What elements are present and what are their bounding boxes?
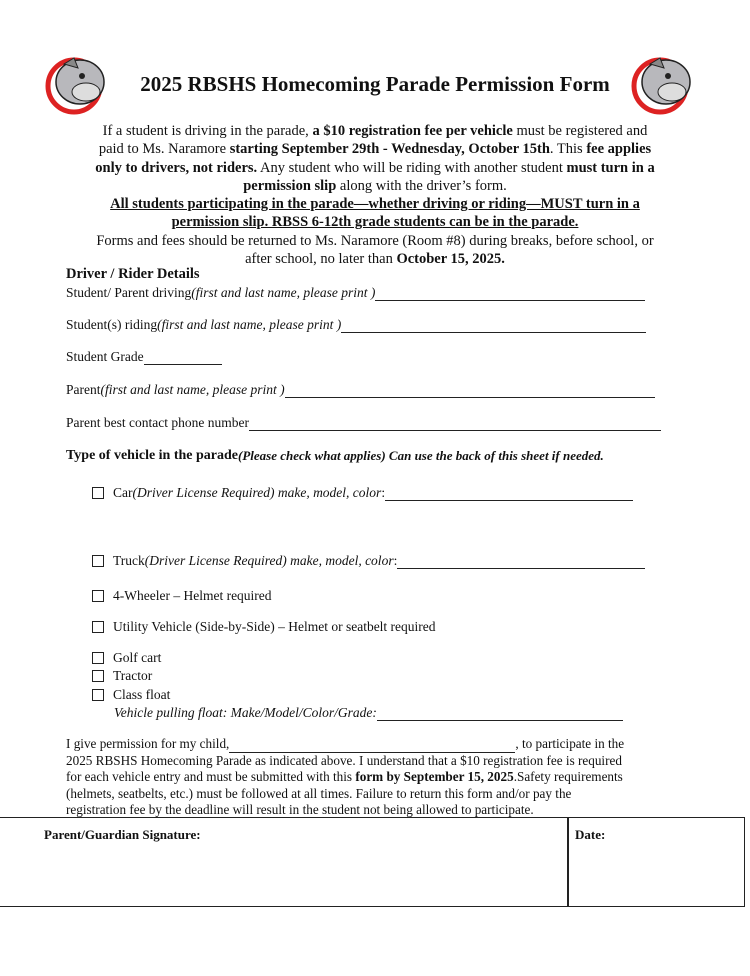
class-float-option[interactable]: Class float: [92, 687, 170, 703]
parent-name-field[interactable]: Parent (first and last name, please print ): [66, 382, 655, 398]
golf-cart-option[interactable]: Golf cart: [92, 650, 161, 666]
signature-field[interactable]: [2, 845, 565, 903]
signature-label: Parent/Guardian Signature:: [44, 827, 201, 842]
vehicle-heading: Type of vehicle in the parade (Please check what applies) Can use the back of this sheet if needed.: [66, 448, 604, 463]
grade-field[interactable]: Student Grade: [66, 349, 222, 365]
page-title: 2025 RBSHS Homecoming Parade Permission Form: [140, 72, 610, 96]
tractor-checkbox[interactable]: [92, 670, 104, 682]
class-float-checkbox[interactable]: [92, 689, 104, 701]
four-wheeler-option[interactable]: 4-Wheeler – Helmet required: [92, 588, 272, 604]
car-checkbox[interactable]: [92, 487, 104, 499]
phone-field[interactable]: Parent best contact phone number: [66, 415, 661, 431]
car-option[interactable]: Car (Driver License Required) make, model, color :: [92, 485, 633, 501]
table-divider: [567, 817, 569, 906]
tractor-option[interactable]: Tractor: [92, 668, 152, 684]
riders-field[interactable]: Student(s) riding (first and last name, please print ): [66, 317, 646, 333]
child-name-field[interactable]: [229, 740, 515, 753]
intro-text: If a student is driving in the parade, a $10 registration fee per vehicle must be registered and paid to Ms. Naramore starting September 29th - Wednesday, October 15th. This fee applies only to drivers, not riders. Any student who will be riding with another student must turn in a permission slip along with the driver’s form. All students participating in the parade—whether driving or riding—MUST turn in a permission slip. RBSS 6-12th grade students can be in the parade. Forms and fees should be returned to Ms. Naramore (Room #8) during breaks, before school, or after school, no later than October 15, 2025.: [95, 123, 655, 268]
date-field[interactable]: [571, 845, 741, 903]
four-wheeler-checkbox[interactable]: [92, 590, 104, 602]
truck-option[interactable]: Truck (Driver License Required) make, model, color :: [92, 553, 645, 569]
utility-checkbox[interactable]: [92, 621, 104, 633]
golf-cart-checkbox[interactable]: [92, 652, 104, 664]
truck-checkbox[interactable]: [92, 555, 104, 567]
utility-option[interactable]: Utility Vehicle (Side-by-Side) – Helmet or seatbelt required: [92, 619, 436, 635]
date-label: Date:: [575, 827, 606, 842]
details-heading: Driver / Rider Details: [66, 266, 200, 282]
driver-field[interactable]: Student/ Parent driving (first and last name, please print ): [66, 285, 645, 301]
permission-statement: I give permission for my child, , to participate in the 2025 RBSHS Homecoming Parade as indicated above. I understand that a $10 registration fee is required for each vehicle entry and must be submitted with this form by September 15, 2025.Safety requirements (helmets, seatbelts, etc.) must be followed at all times. Failure to return this form and/or pay the registration fee by the deadline will result in the student not being allowed to participate.: [66, 736, 625, 817]
float-vehicle-field[interactable]: Vehicle pulling float: Make/Model/Color/Grade:: [114, 705, 623, 721]
